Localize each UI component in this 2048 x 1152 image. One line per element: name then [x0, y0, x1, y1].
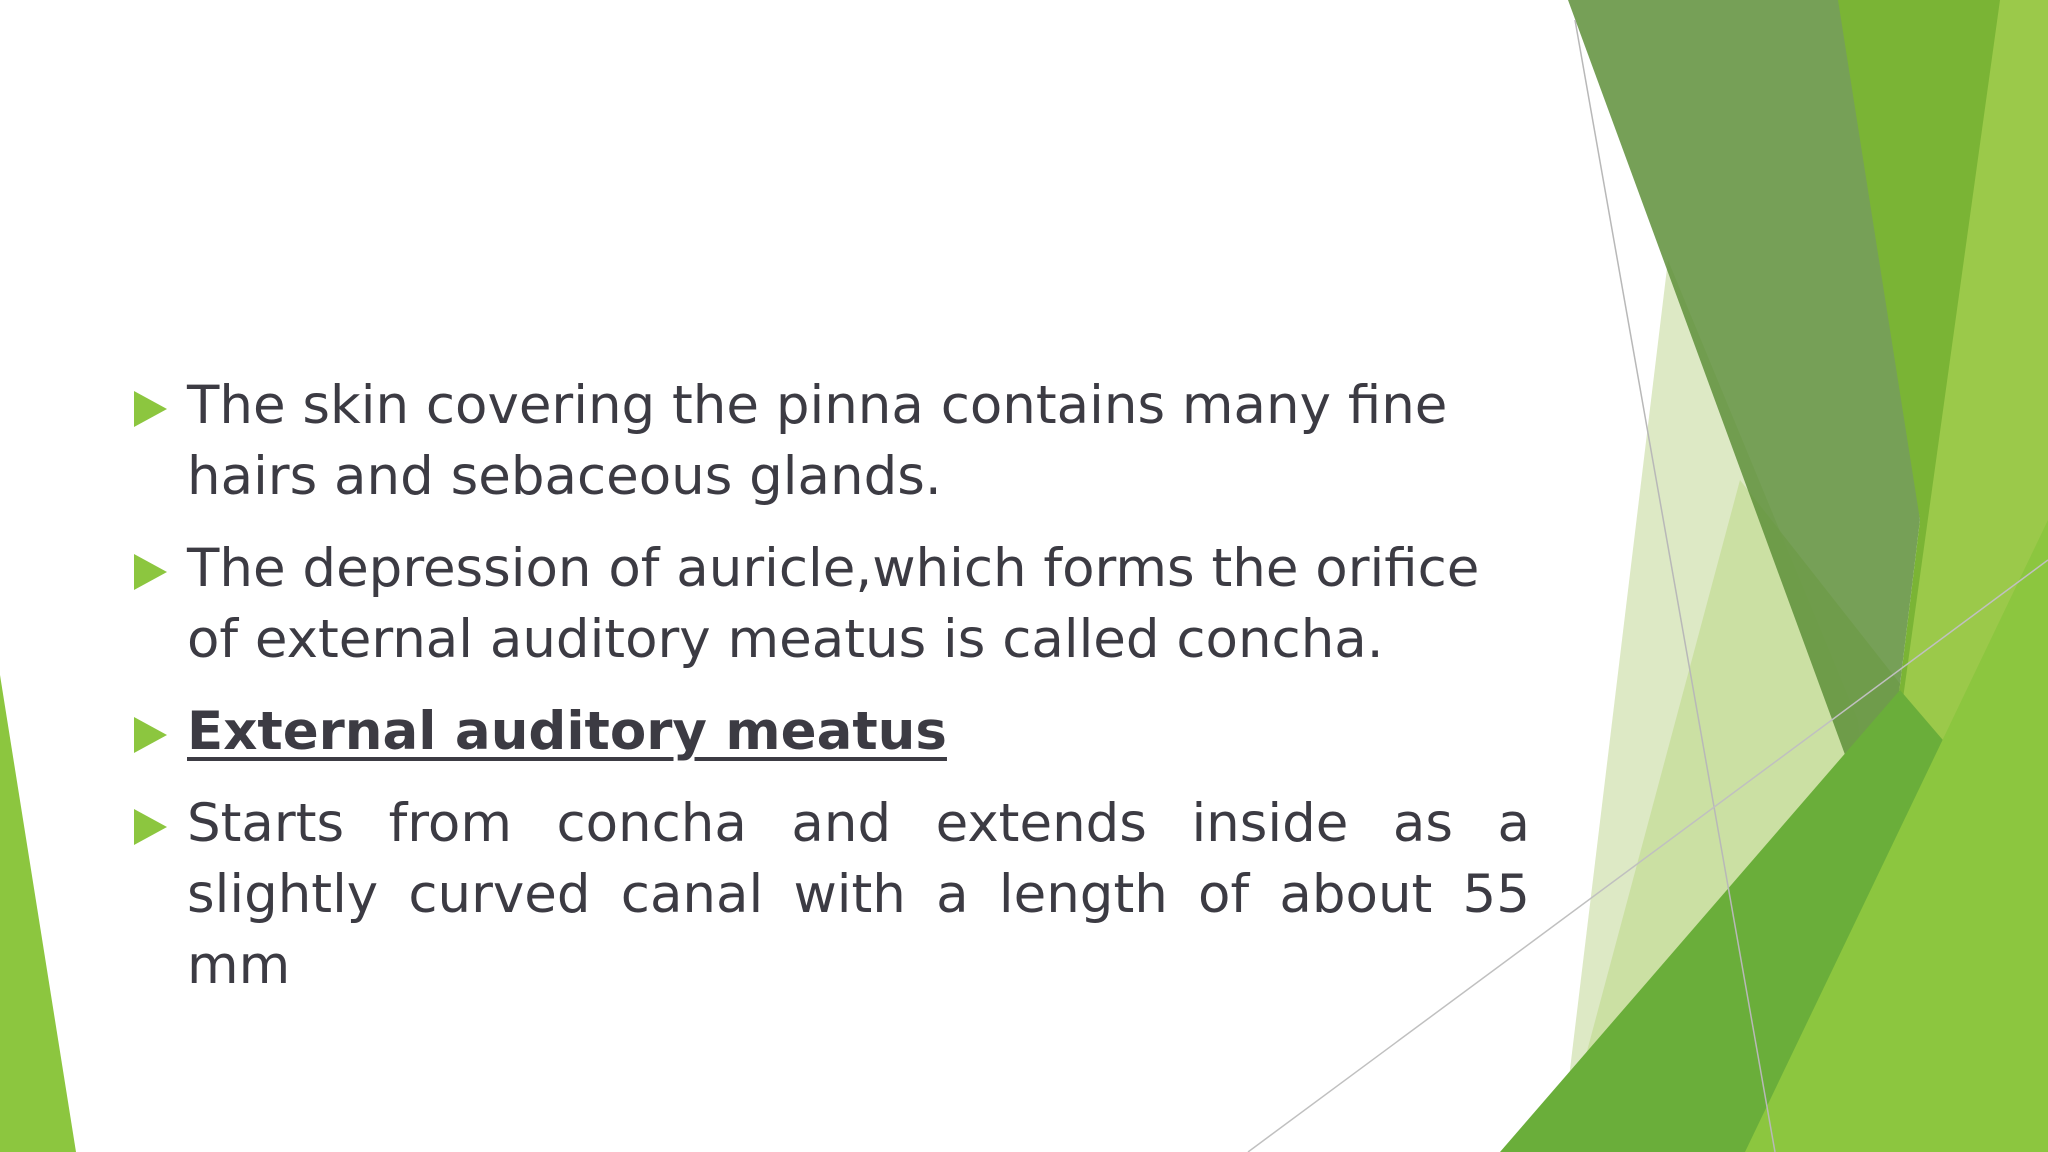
bullet-item [130, 533, 1530, 675]
bullet-item [130, 696, 1530, 767]
bullet-list [130, 370, 1530, 1022]
bullet-arrow-icon [134, 809, 167, 845]
section-heading: External auditory meatus [187, 701, 947, 762]
bullet-text: The skin covering the pinna contains many fine hairs and sebaceous glands. [187, 375, 1448, 507]
bullet-arrow-icon [134, 554, 167, 590]
bullet-text: The depression of auricle,which forms the orifice of external auditory meatus is called concha. [187, 538, 1480, 670]
bullet-item [130, 788, 1530, 1001]
bullet-arrow-icon [134, 717, 167, 753]
bullet-arrow-icon [134, 391, 167, 427]
bullet-text: Starts from concha and extends inside as a slightly curved canal with a length of about 55 mm [187, 793, 1530, 996]
bullet-item [130, 370, 1530, 512]
left-green-sliver [0, 675, 76, 1152]
